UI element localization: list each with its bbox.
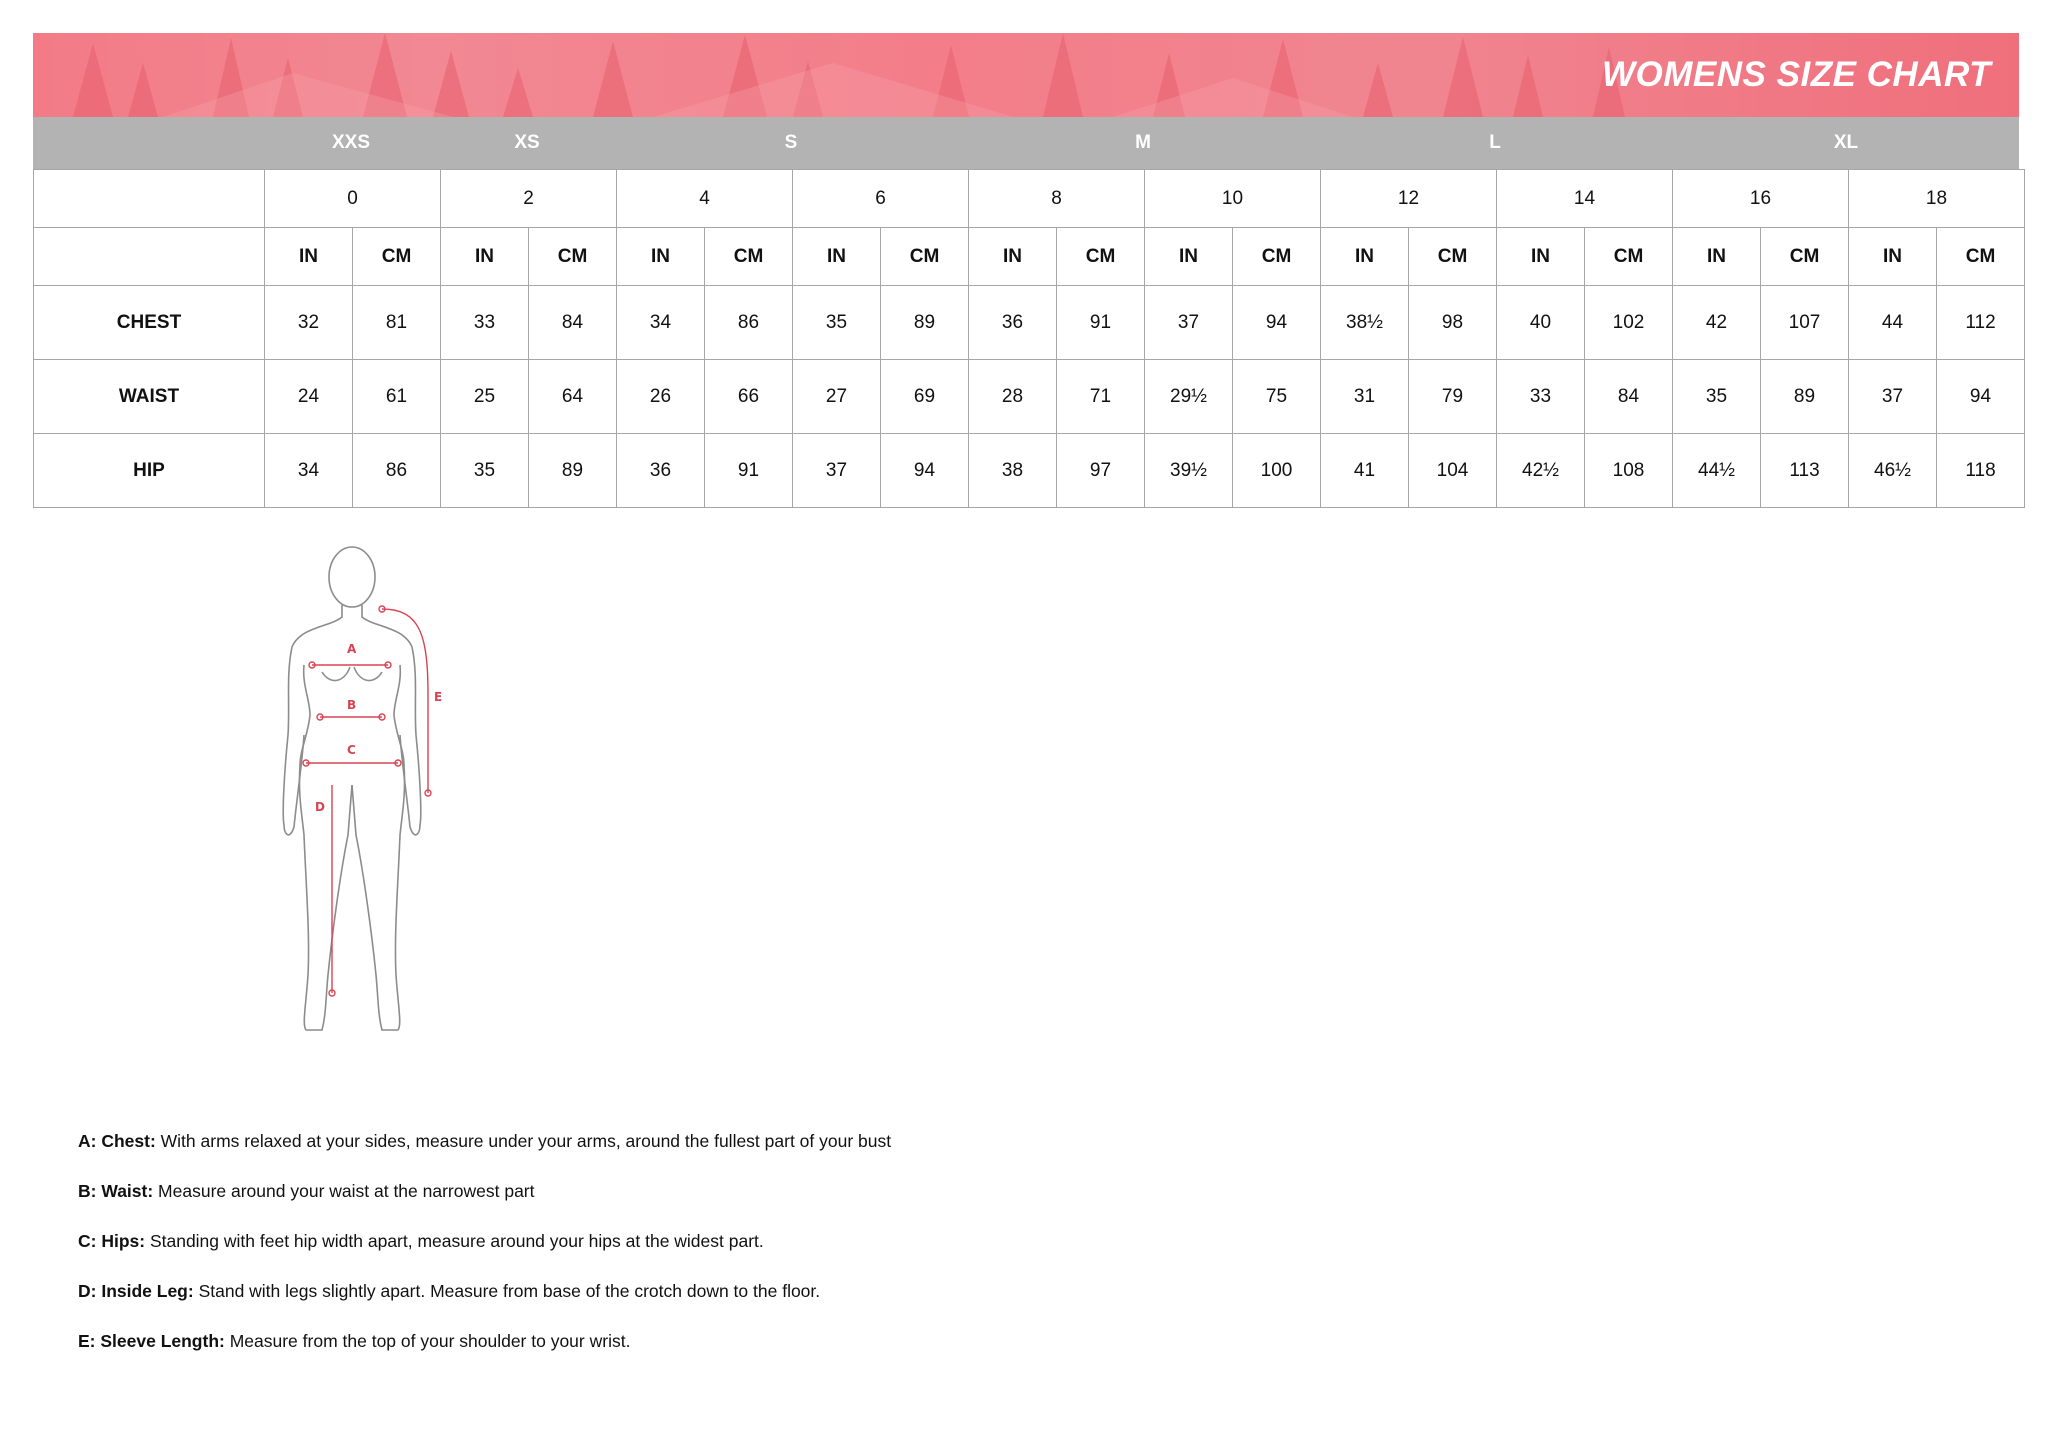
- measurement-cell: 104: [1409, 434, 1497, 508]
- measurement-cell: 31: [1321, 360, 1409, 434]
- unit-in-cell: IN: [617, 228, 705, 286]
- measurement-cell: 39½: [1145, 434, 1233, 508]
- unit-in-cell: IN: [969, 228, 1057, 286]
- measurement-cell: 84: [1585, 360, 1673, 434]
- size-number-row: [34, 170, 2025, 228]
- measurement-cell: 28: [969, 360, 1057, 434]
- body-measurement-diagram: [270, 535, 490, 1050]
- measurement-cell: 27: [793, 360, 881, 434]
- measurement-cell: 91: [1057, 286, 1145, 360]
- unit-cm-cell: CM: [529, 228, 617, 286]
- unit-in-cell: IN: [793, 228, 881, 286]
- measurement-cell: 46½: [1849, 434, 1937, 508]
- unit-cm-cell: CM: [353, 228, 441, 286]
- measurement-cell: 29½: [1145, 360, 1233, 434]
- size-group-label: XXS: [331, 132, 371, 153]
- size-number-cell: 2: [441, 170, 617, 228]
- unit-in-cell: IN: [265, 228, 353, 286]
- measurement-cell: 36: [969, 286, 1057, 360]
- note-chest: [78, 1130, 891, 1180]
- size-number-cell: 8: [969, 170, 1145, 228]
- note-term: D: Inside Leg:: [78, 1281, 194, 1301]
- measurement-cell: 37: [1849, 360, 1937, 434]
- diagram-label-e: E: [434, 690, 443, 704]
- measurement-cell: 33: [441, 286, 529, 360]
- row-label: WAIST: [34, 360, 265, 434]
- size-number-cell: 18: [1849, 170, 2025, 228]
- size-group-label: L: [1489, 132, 1501, 153]
- size-number-cell: 0: [265, 170, 441, 228]
- measurement-cell: 89: [881, 286, 969, 360]
- row-label: HIP: [34, 434, 265, 508]
- measurement-cell: 61: [353, 360, 441, 434]
- measurement-cell: 38½: [1321, 286, 1409, 360]
- measurement-cell: 69: [881, 360, 969, 434]
- measurement-cell: 118: [1937, 434, 2025, 508]
- diagram-label-d: D: [315, 800, 325, 814]
- measurement-cell: 44½: [1673, 434, 1761, 508]
- note-term: A: Chest:: [78, 1131, 156, 1151]
- note-term: C: Hips:: [78, 1231, 146, 1251]
- size-number-cell: 16: [1673, 170, 1849, 228]
- unit-cm-cell: CM: [1409, 228, 1497, 286]
- table-row: [34, 434, 2025, 508]
- measurement-cell: 98: [1409, 286, 1497, 360]
- measurement-cell: 32: [265, 286, 353, 360]
- measurement-cell: 44: [1849, 286, 1937, 360]
- size-number-cell: 4: [617, 170, 793, 228]
- unit-in-cell: IN: [1673, 228, 1761, 286]
- measurement-cell: 40: [1497, 286, 1585, 360]
- size-number-cell: 6: [793, 170, 969, 228]
- measurement-cell: 81: [353, 286, 441, 360]
- measurement-cell: 75: [1233, 360, 1321, 434]
- page-title: WOMENS SIZE CHART: [1602, 55, 1991, 94]
- measurement-cell: 71: [1057, 360, 1145, 434]
- note-term: E: Sleeve Length:: [78, 1331, 225, 1351]
- measurement-cell: 42½: [1497, 434, 1585, 508]
- header-banner: [33, 33, 2019, 117]
- measurement-cell: 91: [705, 434, 793, 508]
- size-group-bar: [33, 117, 2019, 169]
- note-text: Stand with legs slightly apart. Measure from base of the crotch down to the floor.: [193, 1281, 821, 1301]
- measurement-cell: 24: [265, 360, 353, 434]
- unit-cm-cell: CM: [1761, 228, 1849, 286]
- size-table: [33, 169, 2025, 508]
- measurement-instructions: [78, 1130, 891, 1380]
- measurement-cell: 86: [353, 434, 441, 508]
- note-term: B: Waist:: [78, 1181, 154, 1201]
- diagram-label-a: A: [347, 642, 357, 656]
- measurement-cell: 26: [617, 360, 705, 434]
- unit-cm-cell: CM: [1585, 228, 1673, 286]
- note-inside-leg: [78, 1280, 891, 1330]
- note-hips: [78, 1230, 891, 1280]
- measurement-cell: 41: [1321, 434, 1409, 508]
- corner-cell: [34, 228, 265, 286]
- unit-cm-cell: CM: [1937, 228, 2025, 286]
- corner-cell: [34, 170, 265, 228]
- size-number-cell: 12: [1321, 170, 1497, 228]
- measurement-cell: 35: [793, 286, 881, 360]
- size-group-label: S: [784, 132, 798, 153]
- measurement-cell: 38: [969, 434, 1057, 508]
- measurement-cell: 112: [1937, 286, 2025, 360]
- size-number-cell: 10: [1145, 170, 1321, 228]
- size-group-label: XS: [514, 132, 540, 153]
- note-text: Measure around your waist at the narrowest part: [153, 1181, 535, 1201]
- unit-row: [34, 228, 2025, 286]
- size-group-label: XL: [1833, 132, 1859, 153]
- unit-cm-cell: CM: [881, 228, 969, 286]
- female-figure-illustration: [270, 535, 490, 1045]
- measurement-cell: 84: [529, 286, 617, 360]
- measurement-cell: 25: [441, 360, 529, 434]
- diagram-label-b: B: [347, 698, 357, 712]
- measurement-cell: 113: [1761, 434, 1849, 508]
- measurement-cell: 35: [441, 434, 529, 508]
- unit-in-cell: IN: [1849, 228, 1937, 286]
- note-waist: [78, 1180, 891, 1230]
- table-row: [34, 286, 2025, 360]
- measurement-cell: 94: [1233, 286, 1321, 360]
- measurement-cell: 34: [617, 286, 705, 360]
- measurement-cell: 33: [1497, 360, 1585, 434]
- measurement-cell: 37: [793, 434, 881, 508]
- measurement-cell: 86: [705, 286, 793, 360]
- measurement-cell: 42: [1673, 286, 1761, 360]
- unit-in-cell: IN: [1321, 228, 1409, 286]
- measurement-cell: 35: [1673, 360, 1761, 434]
- note-text: Standing with feet hip width apart, measure around your hips at the widest part.: [145, 1231, 764, 1251]
- measurement-cell: 36: [617, 434, 705, 508]
- diagram-label-c: C: [347, 743, 356, 757]
- unit-cm-cell: CM: [1233, 228, 1321, 286]
- size-number-cell: 14: [1497, 170, 1673, 228]
- note-text: With arms relaxed at your sides, measure under your arms, around the fullest part of your bust: [155, 1131, 892, 1151]
- measurement-cell: 37: [1145, 286, 1233, 360]
- measurement-cell: 108: [1585, 434, 1673, 508]
- unit-in-cell: IN: [1497, 228, 1585, 286]
- measurement-cell: 34: [265, 434, 353, 508]
- note-sleeve-length: [78, 1330, 891, 1380]
- unit-in-cell: IN: [1145, 228, 1233, 286]
- measurement-cell: 102: [1585, 286, 1673, 360]
- measurement-cell: 97: [1057, 434, 1145, 508]
- size-group-label: M: [1135, 132, 1151, 153]
- unit-cm-cell: CM: [1057, 228, 1145, 286]
- measurement-cell: 94: [881, 434, 969, 508]
- row-label: CHEST: [34, 286, 265, 360]
- measurement-cell: 64: [529, 360, 617, 434]
- measurement-cell: 79: [1409, 360, 1497, 434]
- measurement-cell: 100: [1233, 434, 1321, 508]
- measurement-cell: 107: [1761, 286, 1849, 360]
- note-text: Measure from the top of your shoulder to your wrist.: [224, 1331, 631, 1351]
- measurement-cell: 89: [529, 434, 617, 508]
- measurement-cell: 94: [1937, 360, 2025, 434]
- measurement-cell: 89: [1761, 360, 1849, 434]
- unit-cm-cell: CM: [705, 228, 793, 286]
- measurement-cell: 66: [705, 360, 793, 434]
- table-row: [34, 360, 2025, 434]
- unit-in-cell: IN: [441, 228, 529, 286]
